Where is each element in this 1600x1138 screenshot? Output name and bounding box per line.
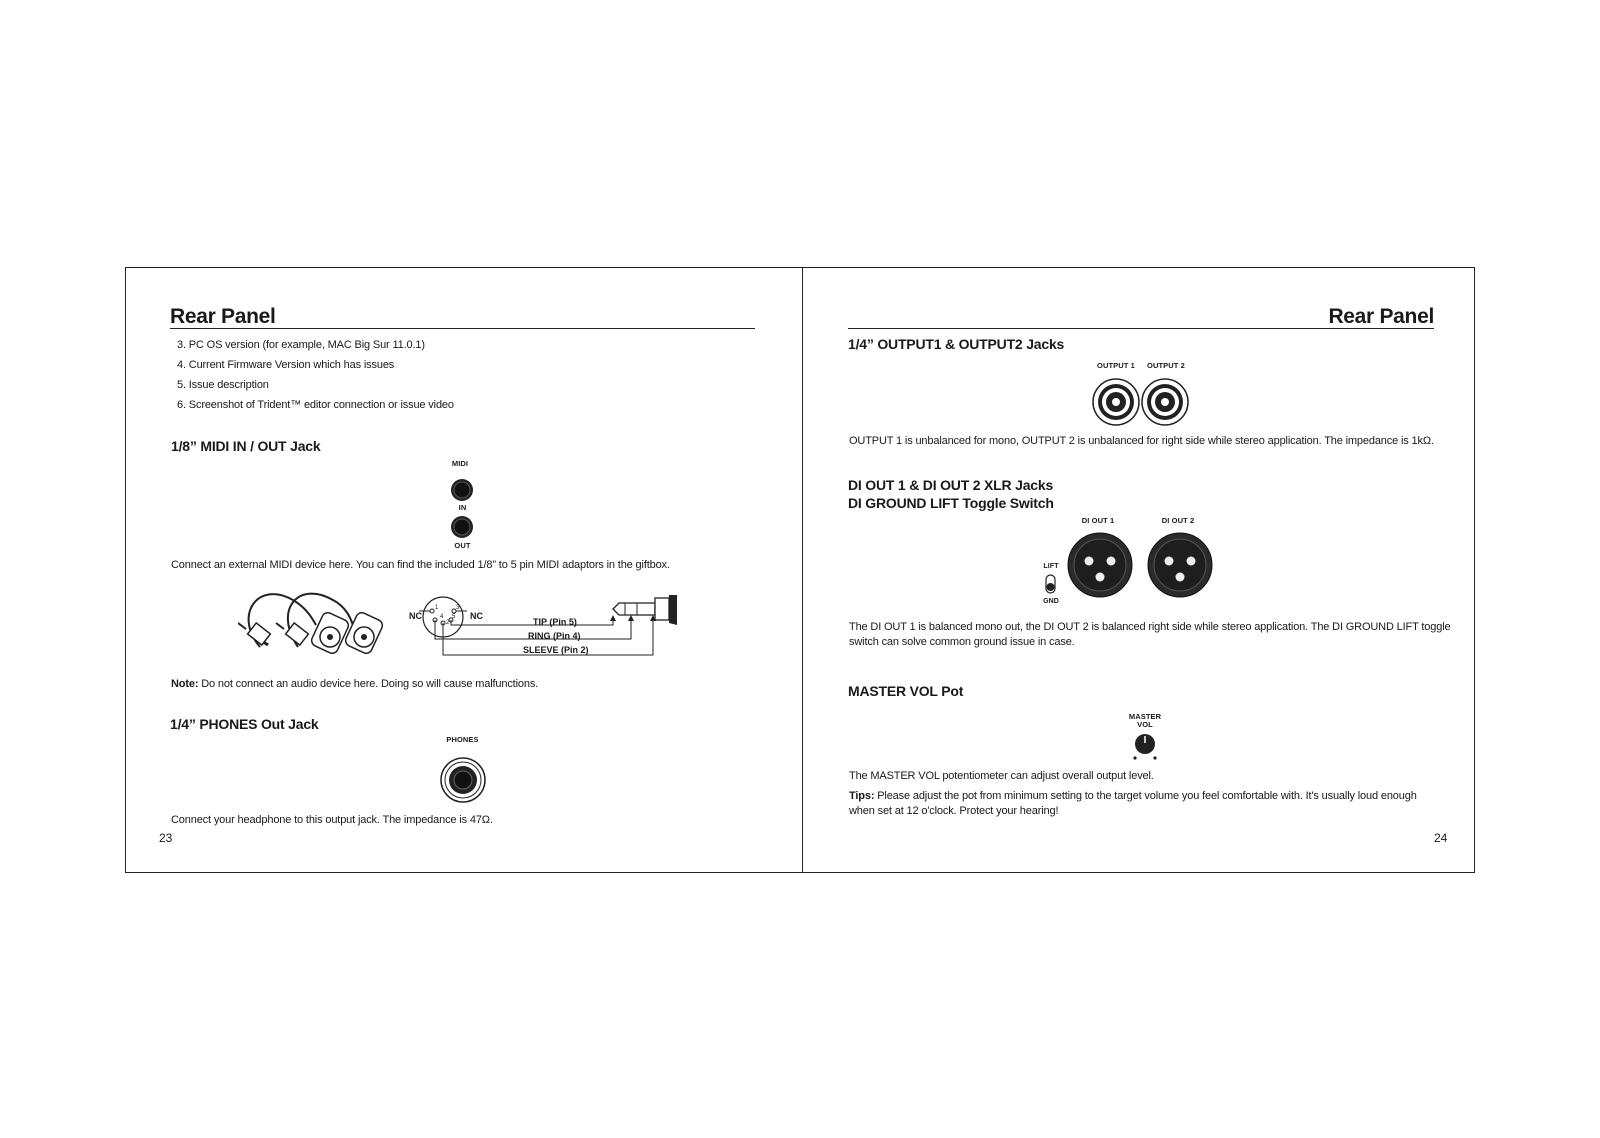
di-out2-xlr-icon bbox=[1147, 532, 1213, 598]
page-number-left: 23 bbox=[159, 831, 173, 845]
midi-adaptor-cables-icon bbox=[238, 585, 398, 665]
phones-jack-icon bbox=[440, 757, 486, 803]
page-number-right: 24 bbox=[1434, 831, 1448, 845]
midi-description: Connect an external MIDI device here. You can find the included 1/8” to 5 pin MIDI adaptors in the giftbox. bbox=[171, 559, 670, 571]
master-vol-description: The MASTER VOL potentiometer can adjust overall output level. bbox=[849, 770, 1154, 782]
pin3-label: 3 bbox=[456, 605, 460, 611]
sleeve-label: SLEEVE (Pin 2) bbox=[523, 645, 589, 655]
midi-panel-label: MIDI bbox=[451, 459, 469, 468]
phones-panel-label: PHONES bbox=[446, 735, 479, 744]
page-divider bbox=[802, 267, 803, 873]
list-item: 4. Current Firmware Version which has issues bbox=[177, 359, 395, 371]
di-out2-label: DI OUT 2 bbox=[1161, 516, 1195, 525]
midi-note bbox=[171, 677, 538, 692]
page-title-right: Rear Panel bbox=[1328, 305, 1434, 328]
master-vol-heading: MASTER VOL Pot bbox=[848, 683, 964, 699]
output2-jack-icon bbox=[1141, 378, 1189, 426]
tips-text-1: Please adjust the pot from minimum setting to the target volume you feel comfortable with. It's usually loud enough bbox=[874, 790, 1417, 802]
pin1-label: 1 bbox=[435, 605, 439, 611]
note-text: Do not connect an audio device here. Doing so will cause malfunctions. bbox=[198, 678, 539, 690]
tips-line1 bbox=[849, 789, 1417, 804]
midi-out-jack-icon bbox=[450, 515, 474, 539]
output2-label: OUTPUT 2 bbox=[1147, 361, 1185, 370]
ground-lift-toggle-icon bbox=[1045, 574, 1057, 594]
midi-in-label: IN bbox=[458, 503, 467, 512]
nc-left-label: NC bbox=[409, 611, 422, 621]
ring-label: RING (Pin 4) bbox=[528, 631, 581, 641]
pin4-label: 4 bbox=[440, 614, 444, 620]
di-description-line2: switch can solve common ground issue in case. bbox=[849, 636, 1075, 648]
output1-jack-icon bbox=[1092, 378, 1140, 426]
master-vol-label bbox=[1120, 713, 1170, 729]
list-item: 6. Screenshot of Trident™ editor connection or issue video bbox=[177, 399, 454, 411]
page-title-left: Rear Panel bbox=[170, 305, 276, 328]
midi-in-jack-icon bbox=[450, 478, 474, 502]
outputs-heading: 1/4” OUTPUT1 & OUTPUT2 Jacks bbox=[848, 336, 1065, 352]
di-description-line1: The DI OUT 1 is balanced mono out, the DI OUT 2 is balanced right side while stereo application. The DI GROUND LIFT toggle bbox=[849, 621, 1451, 633]
midi-heading: 1/8” MIDI IN / OUT Jack bbox=[171, 438, 321, 454]
master-vol-label-line2: VOL bbox=[1137, 720, 1153, 729]
phones-description: Connect your headphone to this output jack. The impedance is 47Ω. bbox=[171, 814, 493, 826]
midi-out-label: OUT bbox=[454, 541, 471, 550]
pin2-label: 2 bbox=[446, 620, 450, 626]
di-out1-xlr-icon bbox=[1067, 532, 1133, 598]
phones-heading: 1/4” PHONES Out Jack bbox=[170, 716, 319, 732]
list-item: 5. Issue description bbox=[177, 379, 269, 391]
list-item: 3. PC OS version (for example, MAC Big Sur 11.0.1) bbox=[177, 339, 425, 351]
di-heading-2: DI GROUND LIFT Toggle Switch bbox=[848, 495, 1054, 511]
tips-label: Tips: bbox=[849, 790, 875, 802]
nc-right-label: NC bbox=[470, 611, 483, 621]
pin5-label: 5 bbox=[452, 614, 456, 620]
master-vol-knob-icon bbox=[1131, 732, 1159, 762]
title-rule-right bbox=[848, 328, 1434, 329]
tip-label: TIP (Pin 5) bbox=[533, 617, 577, 627]
title-rule-left bbox=[170, 328, 755, 329]
di-out1-label: DI OUT 1 bbox=[1081, 516, 1115, 525]
gnd-label: GND bbox=[1043, 598, 1059, 605]
master-vol-label-line1: MASTER bbox=[1128, 712, 1162, 721]
note-label: Note: bbox=[171, 678, 199, 690]
tips-line2: when set at 12 o'clock. Protect your hearing! bbox=[849, 805, 1059, 817]
di-heading-1: DI OUT 1 & DI OUT 2 XLR Jacks bbox=[848, 477, 1054, 493]
lift-label: LIFT bbox=[1043, 563, 1059, 570]
output1-label: OUTPUT 1 bbox=[1097, 361, 1135, 370]
outputs-description: OUTPUT 1 is unbalanced for mono, OUTPUT 2 is unbalanced for right side while stereo application. The impedance is 1kΩ. bbox=[849, 435, 1434, 447]
